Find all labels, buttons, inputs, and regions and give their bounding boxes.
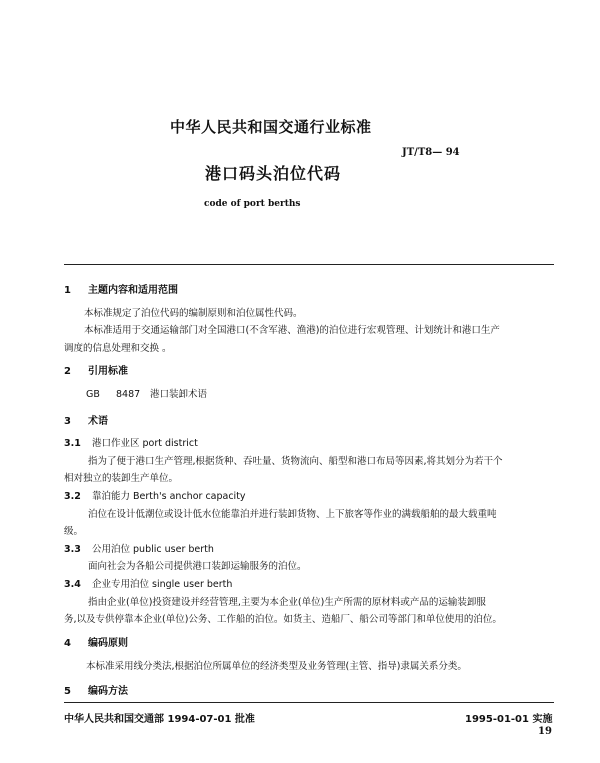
section-number: 3 — [64, 416, 71, 427]
standard-name: 港口装卸术语 — [150, 389, 208, 400]
term-number: 3.3 — [64, 544, 81, 555]
document-title: 港口码头泊位代码 — [205, 164, 342, 183]
issuing-organization: 中华人民共和国交通行业标准 — [170, 118, 372, 136]
paragraph: 调度的信息处理和交换 。 — [64, 343, 172, 354]
section-number: 1 — [64, 285, 71, 296]
section-number: 5 — [64, 686, 71, 697]
term-title: 企业专用泊位 single user berth — [92, 579, 233, 590]
section-title: 编码方法 — [88, 686, 128, 697]
paragraph: 本标准适用于交通运输部门对全国港口(不含军港、渔港)的泊位进行宏观管理、计划统计和港口生产 — [84, 325, 500, 336]
paragraph: 相对独立的装卸生产单位。 — [64, 473, 179, 484]
term-title: 公用泊位 public user berth — [92, 544, 214, 555]
section-3-heading — [64, 412, 108, 427]
paragraph: 务,以及专供停靠本企业(单位)公务、工作船的泊位。如货主、造船厂、船公司等部门和单位使用的泊位。 — [64, 614, 502, 625]
english-title: code of port berths — [204, 199, 301, 209]
top-divider — [64, 264, 554, 265]
section-5-heading — [64, 682, 128, 697]
paragraph: 级。 — [64, 526, 84, 537]
section-4-heading — [64, 634, 128, 649]
term-number: 3.2 — [64, 491, 81, 502]
paragraph: 指为了便于港口生产管理,根据货种、吞吐量、货物流向、船型和港口布局等因素,将其划分为若干个 — [88, 456, 503, 467]
section-1-heading — [64, 281, 178, 296]
section-title: 编码原则 — [88, 638, 128, 649]
effective-date: 1995-01-01 实施 — [465, 714, 553, 725]
paragraph: 本标准采用线分类法,根据泊位所属单位的经济类型及业务管理(主管、指导)隶属关系分类。 — [86, 661, 467, 672]
section-title: 主题内容和适用范围 — [88, 285, 178, 296]
standard-code: JT/T8— 94 — [402, 147, 460, 158]
approval-line: 中华人民共和国交通部 1994-07-01 批准 — [64, 714, 255, 725]
standard-prefix: GB — [86, 389, 100, 400]
term-number: 3.1 — [64, 438, 81, 449]
standard-number: 8487 — [116, 389, 141, 400]
section-2-heading — [64, 362, 128, 377]
section-number: 2 — [64, 366, 71, 377]
paragraph: 面向社会为各船公司提供港口装卸运输服务的泊位。 — [88, 561, 307, 572]
paragraph: 本标准规定了泊位代码的编制原则和泊位属性代码。 — [84, 308, 303, 319]
section-title: 引用标准 — [88, 366, 128, 377]
term-3-3 — [64, 541, 214, 555]
term-number: 3.4 — [64, 579, 81, 590]
term-3-2 — [64, 488, 246, 502]
paragraph: 指由企业(单位)投资建设并经营管理,主要为本企业(单位)生产所需的原材料或产品的运输装卸服 — [88, 597, 486, 608]
term-3-1 — [64, 435, 198, 449]
section-number: 4 — [64, 638, 71, 649]
paragraph: 泊位在设计低潮位或设计低水位能靠泊并进行装卸货物、上下旅客等作业的满载船舶的最大载重吨 — [88, 509, 497, 520]
referenced-standard — [86, 386, 207, 400]
section-title: 术语 — [88, 416, 108, 427]
term-title: 港口作业区 port district — [92, 438, 198, 449]
page-number: 19 — [538, 726, 552, 737]
bottom-divider — [64, 702, 554, 703]
term-3-4 — [64, 576, 232, 590]
term-title: 靠泊能力 Berth's anchor capacity — [92, 491, 246, 502]
